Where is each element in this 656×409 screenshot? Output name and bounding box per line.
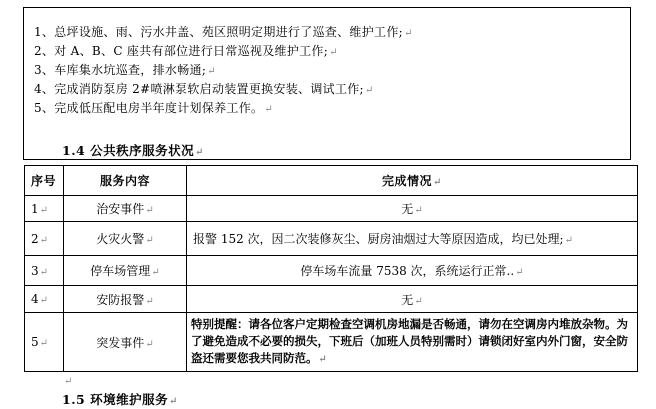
row-no: 1↵ [25, 196, 64, 222]
task-line-4: 4、完成消防泵房 2#喷淋泵软启动装置更换安装、调试工作;↵ [34, 82, 374, 96]
paragraph-mark: ↵ [64, 376, 73, 387]
header-content: 服务内容 [64, 166, 187, 196]
table-row [25, 196, 638, 222]
row-no: 4↵ [25, 286, 64, 313]
task-line-1: 1、总坪设施、雨、污水井盖、苑区照明定期进行了巡查、维护工作;↵ [34, 25, 413, 39]
table-header-row [25, 166, 638, 196]
row-content: 突发事件↵ [64, 313, 187, 372]
task-line-2: 2、对 A、B、C 座共有部位进行日常巡视及维护工作;↵ [34, 44, 338, 58]
table-row [25, 256, 638, 286]
table-row [25, 313, 638, 372]
table-row [25, 286, 638, 313]
header-no: 序号 [25, 166, 64, 196]
section-heading-1-5: 1.5 环境维护服务↵ [62, 392, 178, 407]
row-content: 火灾火警↵ [64, 222, 187, 256]
row-no: 3↵ [25, 256, 64, 286]
row-no: 5↵ [25, 313, 64, 372]
task-line-5: 5、完成低压配电房半年度计划保养工作。↵ [34, 101, 274, 115]
task-line-3: 3、车库集水坑巡查，排水畅通;↵ [34, 63, 216, 77]
row-status: 报警 152 次，因二次装修灰尘、厨房油烟过大等原因造成，均已处理;↵ [187, 222, 638, 256]
task-list-box [23, 7, 631, 160]
section-heading-1-4: 1.4 公共秩序服务状况↵ [62, 143, 204, 158]
row-content: 停车场管理↵ [64, 256, 187, 286]
row-status: 无↵ [187, 286, 638, 313]
row-status-notice: 特别提醒：请各位客户定期检查空调机房地漏是否畅通，请勿在空调房内堆放杂物。为了避免造成不必要的损失，下班后（加班人员特别需时）请锁闭好室内外门窗，安全防盗还需要您我共同防范。↵ [187, 313, 638, 372]
row-content: 安防报警↵ [64, 286, 187, 313]
row-status: 无↵ [187, 196, 638, 222]
row-no: 2↵ [25, 222, 64, 256]
row-content: 治安事件↵ [64, 196, 187, 222]
table-row [25, 222, 638, 256]
row-status: 停车场车流量 7538 次，系统运行正常..↵ [187, 256, 638, 286]
service-status-table [24, 165, 638, 372]
header-status: 完成情况↵ [187, 166, 638, 196]
